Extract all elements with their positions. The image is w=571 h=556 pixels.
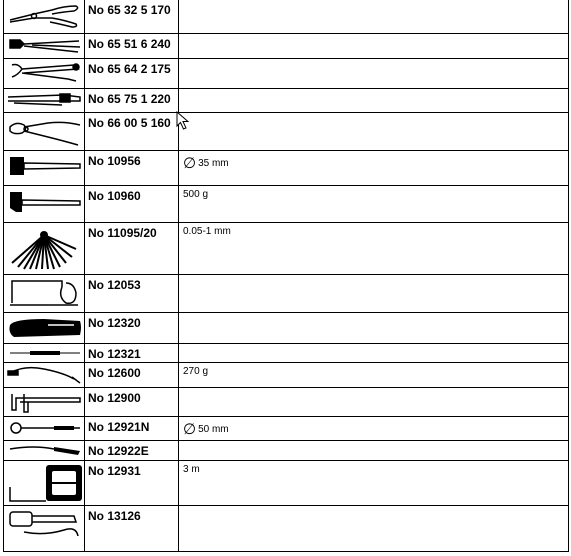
spec-cell: [179, 343, 569, 362]
part-number: No 65 64 2 175: [85, 58, 179, 88]
table-row: [4, 343, 569, 362]
table-row: [4, 362, 569, 387]
spec-cell: [179, 362, 569, 387]
spec-cell: [179, 416, 569, 440]
part-number: No 12900: [85, 387, 179, 416]
crimping-pliers-icon: [4, 89, 84, 111]
table-row: [4, 33, 569, 58]
table-row: [4, 460, 569, 505]
part-number: No 66 00 5 160: [85, 112, 179, 150]
spec-cell: [179, 150, 569, 185]
table-row: [4, 58, 569, 88]
hammer-icon: [4, 186, 84, 222]
flashlight-icon: [4, 506, 84, 546]
part-number: No 11095/20: [85, 222, 179, 274]
flexible-pickup-tool-icon: [4, 363, 84, 387]
part-number: No 12053: [85, 274, 179, 312]
spec-cell: [179, 274, 569, 312]
spec-cell: [179, 460, 569, 505]
part-number: No 65 75 1 220: [85, 88, 179, 112]
spec-value: 0.05-1 mm: [183, 225, 231, 237]
water-pump-pliers-icon: [4, 34, 84, 58]
mouse-pointer-icon: [176, 111, 190, 131]
part-number: No 12600: [85, 362, 179, 387]
inspection-mirror-icon: [4, 417, 84, 439]
spec-cell: [179, 440, 569, 460]
part-number: No 10956: [85, 150, 179, 185]
part-number: No 13126: [85, 505, 179, 551]
part-number: No 12921N: [85, 416, 179, 440]
pocket-knife-icon: [4, 313, 84, 343]
spec-cell: [179, 222, 569, 274]
spec-cell: [179, 0, 569, 33]
locking-pliers-icon: [4, 59, 84, 87]
part-number: No 12320: [85, 312, 179, 343]
table-row: [4, 387, 569, 416]
part-number: No 12931: [85, 460, 179, 505]
table-row: [4, 505, 569, 551]
spec-cell: [179, 387, 569, 416]
tape-measure-icon: [4, 461, 84, 505]
table-row: [4, 150, 569, 185]
spec-cell: [179, 112, 569, 150]
caliper-icon: [4, 388, 84, 416]
spec-cell: [179, 505, 569, 551]
feeler-gauge-icon: [4, 223, 84, 273]
part-number: No 10960: [85, 185, 179, 222]
spec-cell: [179, 33, 569, 58]
spec-value: 270 g: [183, 365, 209, 377]
hacksaw-icon: [4, 275, 84, 311]
rubber-mallet-icon: [4, 151, 84, 185]
tool-catalog-table: [3, 0, 569, 552]
part-number: No 12321: [85, 343, 179, 362]
table-row: [4, 88, 569, 112]
spec-value: 35 mm: [198, 157, 229, 169]
table-row: [4, 274, 569, 312]
spec-cell: [179, 58, 569, 88]
table-row: [4, 440, 569, 460]
table-row: [4, 185, 569, 222]
table-row: [4, 222, 569, 274]
magnetic-pickup-icon: [4, 441, 84, 459]
spec-value: 50 mm: [198, 423, 229, 435]
diameter-icon: ∅: [183, 420, 197, 438]
spec-cell: [179, 312, 569, 343]
spec-value: 500 g: [183, 188, 209, 200]
long-nose-pliers-icon: [4, 0, 84, 32]
table-row: [4, 0, 569, 33]
spec-cell: [179, 88, 569, 112]
spec-value: 3 m: [183, 463, 200, 475]
table-row: [4, 112, 569, 150]
spec-cell: [179, 185, 569, 222]
diameter-icon: ∅: [183, 154, 197, 172]
part-number: No 65 51 6 240: [85, 33, 179, 58]
part-number: No 12922E: [85, 440, 179, 460]
part-number: No 65 32 5 170: [85, 0, 179, 33]
scriber-icon: [4, 344, 84, 362]
table-row: [4, 312, 569, 343]
side-cutter-pliers-icon: [4, 113, 84, 149]
table-row: [4, 416, 569, 440]
